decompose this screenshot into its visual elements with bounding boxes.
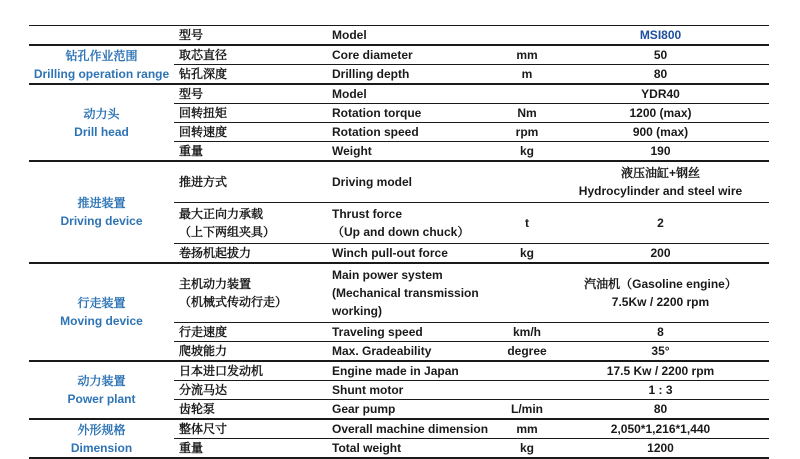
value-text: 8 bbox=[657, 324, 664, 339]
value-cell bbox=[552, 142, 769, 162]
label-cn-cell bbox=[174, 400, 329, 420]
spec-row bbox=[29, 84, 769, 104]
category-cell bbox=[29, 419, 174, 458]
label-cn-cell bbox=[174, 439, 329, 459]
label-en-line2: （Up and down chuck） bbox=[332, 225, 470, 239]
category-label-en: Driving device bbox=[60, 214, 143, 228]
label-cn: 齿轮泵 bbox=[179, 401, 216, 416]
value-text: 液压油缸+钢丝 bbox=[620, 166, 700, 180]
category-label-en: Moving device bbox=[60, 314, 143, 328]
label-cn: 型号 bbox=[179, 86, 204, 101]
value-text: 200 bbox=[650, 245, 671, 260]
unit-cell bbox=[502, 161, 552, 203]
unit-cell bbox=[502, 419, 552, 439]
value-cell bbox=[552, 161, 769, 203]
label-en: Thrust force bbox=[332, 207, 403, 221]
label-en-cell bbox=[329, 26, 502, 46]
label-en-line2: (Mechanical transmission working) bbox=[332, 286, 479, 318]
unit-label: Nm bbox=[517, 105, 537, 120]
spec-row bbox=[29, 26, 769, 46]
value-cell bbox=[552, 381, 769, 400]
value-text: 35° bbox=[651, 343, 670, 358]
value-text-line2: Hydrocylinder and steel wire bbox=[578, 184, 743, 198]
spec-row bbox=[29, 419, 769, 439]
label-cn: 钻孔深度 bbox=[179, 66, 228, 81]
label-en: Model bbox=[332, 86, 367, 101]
spec-row bbox=[29, 45, 769, 65]
value-text: 900 (max) bbox=[632, 124, 689, 139]
label-en: Overall machine dimension bbox=[332, 421, 489, 436]
value-text: 2,050*1,216*1,440 bbox=[610, 421, 711, 436]
label-en-cell bbox=[329, 84, 502, 104]
label-cn-cell bbox=[174, 323, 329, 342]
unit-label: km/h bbox=[512, 324, 541, 339]
category-label-cn: 外形规格 bbox=[77, 422, 126, 437]
category-cell bbox=[29, 161, 174, 263]
value-cell bbox=[552, 361, 769, 381]
value-text: 17.5 Kw / 2200 rpm bbox=[606, 363, 715, 378]
unit-cell bbox=[502, 45, 552, 65]
label-cn-cell bbox=[174, 65, 329, 85]
unit-cell bbox=[502, 381, 552, 400]
category-label-cn: 动力装置 bbox=[77, 374, 126, 388]
unit-cell bbox=[502, 84, 552, 104]
category-label-cn: 钻孔作业范围 bbox=[65, 48, 138, 63]
value-text: 2 bbox=[657, 216, 664, 230]
label-en-cell bbox=[329, 323, 502, 342]
label-cn-cell bbox=[174, 263, 329, 323]
spec-row bbox=[29, 361, 769, 381]
value-cell bbox=[552, 104, 769, 123]
category-cell-empty bbox=[29, 26, 174, 46]
label-cn: 卷扬机起拔力 bbox=[179, 245, 252, 260]
category-cell bbox=[29, 263, 174, 361]
label-en-cell bbox=[329, 142, 502, 162]
unit-cell bbox=[502, 203, 552, 244]
value-cell bbox=[552, 65, 769, 85]
label-cn-cell bbox=[174, 142, 329, 162]
label-cn: 最大正向力承载 bbox=[179, 207, 264, 221]
value-cell bbox=[552, 244, 769, 264]
category-cell bbox=[29, 84, 174, 161]
label-en-cell bbox=[329, 203, 502, 244]
value-cell bbox=[552, 323, 769, 342]
value-text: 汽油机（Gasoline engine） bbox=[584, 277, 737, 291]
label-en-cell bbox=[329, 439, 502, 459]
value-text: 80 bbox=[653, 66, 668, 81]
unit-label: degree bbox=[507, 343, 547, 358]
label-en: Rotation torque bbox=[332, 105, 422, 120]
value-text: MSI800 bbox=[639, 27, 682, 42]
unit-cell bbox=[502, 65, 552, 85]
label-cn: 取芯直径 bbox=[179, 47, 228, 62]
label-cn: 爬坡能力 bbox=[179, 343, 228, 358]
unit-cell bbox=[502, 104, 552, 123]
unit-cell bbox=[502, 342, 552, 362]
value-text: 1200 bbox=[647, 440, 674, 455]
unit-cell bbox=[502, 323, 552, 342]
label-en-cell bbox=[329, 361, 502, 381]
unit-label: L/min bbox=[511, 401, 543, 416]
value-cell bbox=[552, 45, 769, 65]
label-cn-cell bbox=[174, 161, 329, 203]
label-cn-cell bbox=[174, 104, 329, 123]
unit-label: kg bbox=[519, 440, 534, 455]
label-cn-cell bbox=[174, 419, 329, 439]
category-label-cn: 行走装置 bbox=[77, 296, 126, 310]
label-en: Engine made in Japan bbox=[332, 363, 459, 378]
spec-row bbox=[29, 263, 769, 323]
label-en: Model bbox=[332, 27, 367, 42]
label-cn: 重量 bbox=[179, 440, 204, 455]
spec-table-body bbox=[29, 26, 769, 459]
unit-label: mm bbox=[516, 421, 538, 436]
label-cn: 分流马达 bbox=[179, 382, 228, 397]
category-cell bbox=[29, 45, 174, 84]
category-label-en: Drill head bbox=[74, 124, 129, 139]
label-en-cell bbox=[329, 244, 502, 264]
value-cell bbox=[552, 203, 769, 244]
unit-label: kg bbox=[519, 245, 534, 260]
label-en: Total weight bbox=[332, 440, 402, 455]
label-cn-cell bbox=[174, 26, 329, 46]
label-en-cell bbox=[329, 400, 502, 420]
value-text: 1 : 3 bbox=[648, 382, 673, 397]
label-en-cell bbox=[329, 161, 502, 203]
label-en: Rotation speed bbox=[332, 124, 419, 139]
label-en: Max. Gradeability bbox=[332, 343, 432, 358]
label-cn: 回转扭矩 bbox=[179, 105, 228, 120]
label-en: Traveling speed bbox=[332, 324, 423, 339]
label-cn: 日本进口发动机 bbox=[179, 363, 264, 378]
category-label-cn: 动力头 bbox=[83, 106, 120, 121]
label-cn: 重量 bbox=[179, 143, 204, 158]
unit-label: mm bbox=[516, 47, 538, 62]
label-cn-cell bbox=[174, 381, 329, 400]
value-cell bbox=[552, 439, 769, 459]
unit-cell bbox=[502, 263, 552, 323]
label-cn-cell bbox=[174, 203, 329, 244]
label-cn-line2: （机械式传动行走） bbox=[179, 295, 288, 309]
value-cell bbox=[552, 84, 769, 104]
label-en-cell bbox=[329, 342, 502, 362]
label-cn-line2: （上下两组夹具） bbox=[179, 225, 276, 239]
value-cell bbox=[552, 400, 769, 420]
label-cn-cell bbox=[174, 244, 329, 264]
unit-label: kg bbox=[519, 143, 534, 158]
category-cell bbox=[29, 361, 174, 419]
unit-cell bbox=[502, 26, 552, 46]
label-en-cell bbox=[329, 263, 502, 323]
label-en: Driving model bbox=[332, 175, 413, 189]
category-label-en: Power plant bbox=[67, 392, 136, 406]
unit-cell bbox=[502, 244, 552, 264]
unit-cell bbox=[502, 439, 552, 459]
label-cn-cell bbox=[174, 361, 329, 381]
value-text: YDR40 bbox=[641, 86, 680, 101]
label-cn: 推进方式 bbox=[179, 175, 228, 189]
label-cn: 整体尺寸 bbox=[179, 421, 228, 436]
unit-cell bbox=[502, 400, 552, 420]
label-en: Drilling depth bbox=[332, 66, 410, 81]
value-cell bbox=[552, 123, 769, 142]
label-cn: 主机动力装置 bbox=[179, 277, 252, 291]
value-cell bbox=[552, 342, 769, 362]
label-en: Core diameter bbox=[332, 47, 413, 62]
label-en-cell bbox=[329, 45, 502, 65]
label-en: Weight bbox=[332, 143, 372, 158]
unit-label: m bbox=[521, 66, 533, 81]
label-cn-cell bbox=[174, 123, 329, 142]
value-cell bbox=[552, 26, 769, 46]
label-cn: 回转速度 bbox=[179, 124, 228, 139]
value-text: 190 bbox=[650, 143, 671, 158]
value-text-line2: 7.5Kw / 2200 rpm bbox=[611, 295, 710, 309]
label-en-cell bbox=[329, 123, 502, 142]
value-text: 1200 (max) bbox=[629, 105, 692, 120]
category-label-en: Drilling operation range bbox=[33, 66, 170, 81]
spec-row bbox=[29, 161, 769, 203]
label-en-cell bbox=[329, 419, 502, 439]
unit-label: rpm bbox=[515, 124, 539, 139]
unit-cell bbox=[502, 123, 552, 142]
label-en: Main power system bbox=[332, 268, 443, 282]
label-cn: 行走速度 bbox=[179, 324, 228, 339]
label-en-cell bbox=[329, 65, 502, 85]
value-cell bbox=[552, 419, 769, 439]
label-en-cell bbox=[329, 104, 502, 123]
value-cell bbox=[552, 263, 769, 323]
unit-label: t bbox=[525, 216, 529, 230]
unit-cell bbox=[502, 361, 552, 381]
category-label-en: Dimension bbox=[70, 440, 133, 455]
label-cn: 型号 bbox=[179, 27, 204, 42]
label-en-cell bbox=[329, 381, 502, 400]
value-text: 80 bbox=[653, 401, 668, 416]
label-cn-cell bbox=[174, 84, 329, 104]
label-en: Gear pump bbox=[332, 401, 396, 416]
label-en: Winch pull-out force bbox=[332, 245, 448, 260]
label-cn-cell bbox=[174, 342, 329, 362]
label-en: Shunt motor bbox=[332, 382, 404, 397]
spec-table bbox=[29, 25, 769, 459]
label-cn-cell bbox=[174, 45, 329, 65]
unit-cell bbox=[502, 142, 552, 162]
category-label-cn: 推进装置 bbox=[77, 196, 126, 210]
value-text: 50 bbox=[653, 47, 668, 62]
